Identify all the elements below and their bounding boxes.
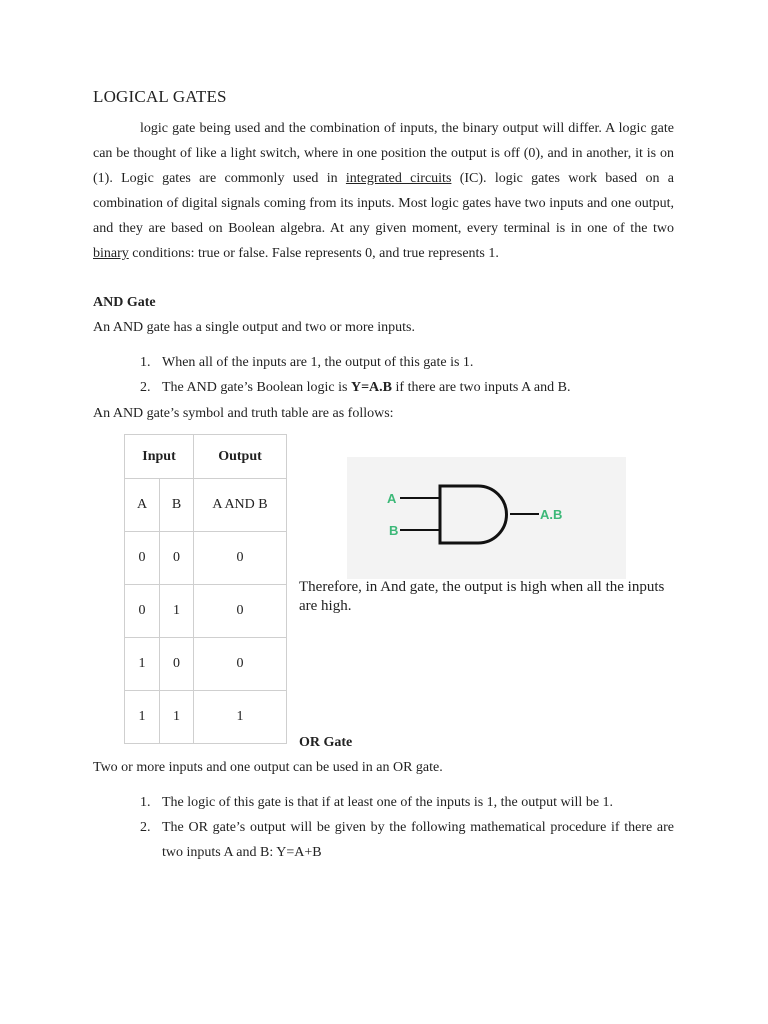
header-output: Output bbox=[194, 435, 287, 479]
table-cell: 1 bbox=[194, 691, 287, 744]
table-cell: 1 bbox=[160, 585, 194, 638]
list-number: 2. bbox=[140, 820, 151, 835]
intro-text-3: conditions: true or false. False represents 0, and true represents 1. bbox=[128, 246, 499, 261]
table-cell: 1 bbox=[125, 638, 160, 691]
table-cell: 0 bbox=[194, 638, 287, 691]
and-gate-body bbox=[440, 486, 506, 543]
list-item bbox=[140, 350, 680, 375]
and-gate-description: An AND gate has a single output and two or more inputs. bbox=[93, 320, 415, 335]
table-row bbox=[125, 585, 287, 638]
output-label: A.B bbox=[540, 507, 563, 522]
list-text: The logic of this gate is that if at least one of the inputs is 1, the output will be 1. bbox=[162, 795, 614, 810]
list-number: 1. bbox=[140, 795, 151, 810]
and-gate-heading: AND Gate bbox=[93, 295, 156, 310]
intro-text-2: (IC). logic gates work based on a combination of digital signals coming from its inputs. Most logic gates have two inputs and one output, and they are based on Boolean algebra. At any given moment, every terminal is in one of the two bbox=[93, 171, 674, 236]
integrated-circuits-link[interactable]: integrated circuits bbox=[345, 171, 452, 186]
table-cell: 0 bbox=[160, 638, 194, 691]
symbol-intro: An AND gate’s symbol and truth table are as follows: bbox=[93, 406, 394, 421]
list-item bbox=[140, 790, 680, 815]
input-a-label: A bbox=[387, 491, 397, 506]
input-b-label: B bbox=[389, 523, 399, 538]
boolean-expression: Y=A.B bbox=[350, 380, 393, 395]
table-cell: 0 bbox=[194, 585, 287, 638]
intro-paragraph bbox=[93, 116, 674, 266]
binary-link[interactable]: binary bbox=[93, 246, 129, 261]
list-item bbox=[140, 375, 680, 400]
subheader-b: B bbox=[160, 479, 194, 532]
table-row bbox=[125, 638, 287, 691]
page-title: LOGICAL GATES bbox=[93, 87, 227, 106]
list-text: When all of the inputs are 1, the output of this gate is 1. bbox=[162, 355, 474, 370]
list-number: 2. bbox=[140, 380, 151, 395]
list-text: The AND gate’s Boolean logic is Y=A.B if there are two inputs A and B. bbox=[162, 380, 571, 395]
table-cell: 0 bbox=[125, 585, 160, 638]
subheader-output: A AND B bbox=[194, 479, 287, 532]
subheader-a: A bbox=[125, 479, 160, 532]
and-gate-symbol-icon bbox=[347, 457, 626, 579]
header-input: Input bbox=[125, 435, 194, 479]
or-gate-heading: OR Gate bbox=[299, 735, 353, 750]
table-row bbox=[125, 532, 287, 585]
list-item bbox=[140, 815, 680, 865]
or-gate-description: Two or more inputs and one output can be used in an OR gate. bbox=[93, 760, 443, 775]
table-cell: 1 bbox=[160, 691, 194, 744]
table-cell: 0 bbox=[160, 532, 194, 585]
table-row bbox=[125, 691, 287, 744]
truth-table bbox=[124, 434, 287, 744]
list-number: 1. bbox=[140, 355, 151, 370]
table-cell: 0 bbox=[194, 532, 287, 585]
table-cell: 0 bbox=[125, 532, 160, 585]
list-text: The OR gate’s output will be given by the following mathematical procedure if there are two inputs A and B: Y=A+B bbox=[162, 820, 674, 860]
table-cell: 1 bbox=[125, 691, 160, 744]
and-gate-note: Therefore, in And gate, the output is high when all the inputs are high. bbox=[299, 579, 665, 614]
and-gate-diagram bbox=[347, 457, 626, 579]
intro-text-1: logic gate being used and the combination of inputs, the binary output will differ. A logic gate can be thought of like a light switch, where in one position the output is off (0), and in another, it is on (1). Logic gates are commonly used in bbox=[93, 121, 674, 186]
